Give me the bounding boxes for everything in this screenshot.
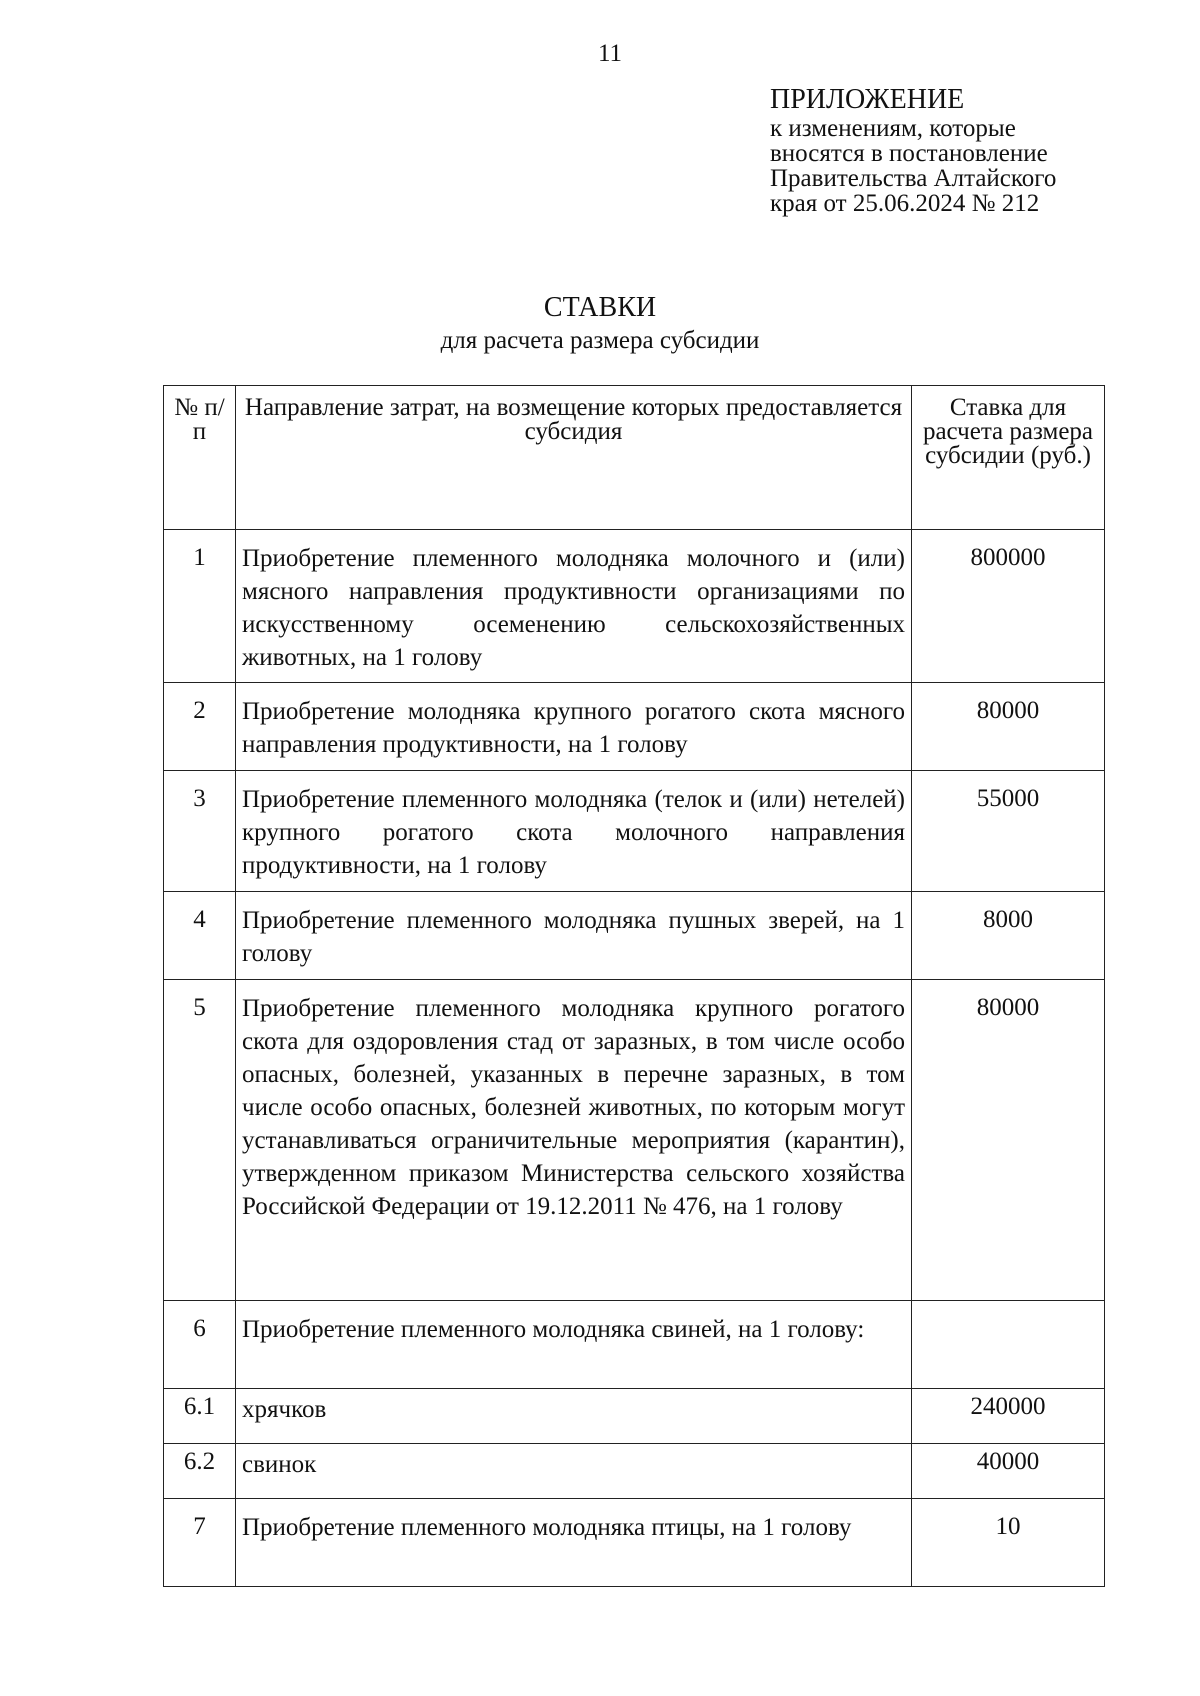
header-rate: Ставка для расчета размера субсидии (руб.) [912,386,1105,530]
row-num: 6 [164,1301,236,1389]
row-num: 6.1 [164,1389,236,1444]
row-rate: 40000 [912,1444,1105,1499]
row-num: 1 [164,530,236,683]
row-rate: 80000 [912,980,1105,1301]
row-num: 5 [164,980,236,1301]
row-rate: 55000 [912,771,1105,892]
row-num: 3 [164,771,236,892]
row-rate: 80000 [912,683,1105,771]
document-title: СТАВКИ [543,292,657,323]
table-row [164,771,1105,892]
table-row [164,892,1105,980]
appendix-line: Правительства Алтайского [770,165,1057,192]
row-rate: 800000 [912,530,1105,683]
table-row [164,1499,1105,1587]
table-row [164,530,1105,683]
row-text: Приобретение племенного молодняка свиней, на 1 голову: [236,1301,912,1389]
table-header-row [164,386,1105,530]
row-text: свинок [236,1444,912,1499]
table-row [164,683,1105,771]
row-num: 6.2 [164,1444,236,1499]
row-num: 7 [164,1499,236,1587]
table-row [164,1444,1105,1499]
row-text: Приобретение молодняка крупного рогатого скота мясного направления продуктивности, на 1 голову [236,683,912,771]
row-text: Приобретение племенного молодняка крупного рогатого скота для оздоровления стад от заразных, в том числе особо опасных, болезней, указанных в перечне заразных, в том числе особо опасных, болезней животных, по которым могут устанавливаться ограничительные мероприятия (карантин), утвержденном приказом Министерства сельского хозяйства Российской Федерации от 19.12.2011 № 476, на 1 голову [236,980,912,1301]
document-subtitle: для расчета размера субсидии [440,327,760,354]
row-rate [912,1301,1105,1389]
header-direction: Направление затрат, на возмещение которых предоставляется субсидия [236,386,912,530]
appendix-block [770,84,1170,216]
rates-table [163,385,1105,1587]
row-text: Приобретение племенного молодняка пушных зверей, на 1 голову [236,892,912,980]
row-rate: 240000 [912,1389,1105,1444]
table-row [164,1301,1105,1389]
header-num: № п/п [164,386,236,530]
table-row [164,980,1105,1301]
table-row [164,1389,1105,1444]
row-text: хрячков [236,1389,912,1444]
row-rate: 8000 [912,892,1105,980]
appendix-line: вносятся в постановление [770,140,1048,167]
row-text: Приобретение племенного молодняка (телок и (или) нетелей) крупного рогатого скота молочного направления продуктивности, на 1 голову [236,771,912,892]
row-num: 4 [164,892,236,980]
row-rate: 10 [912,1499,1105,1587]
page-number: 11 [597,40,623,67]
appendix-line: к изменениям, которые [770,115,1016,142]
appendix-heading: ПРИЛОЖЕНИЕ [770,84,965,115]
row-text: Приобретение племенного молодняка птицы, на 1 голову [236,1499,912,1587]
row-text: Приобретение племенного молодняка молочного и (или) мясного направления продуктивности организациями по искусственному осеменению сельскохозяйственных животных, на 1 голову [236,530,912,683]
appendix-line: края от 25.06.2024 № 212 [770,190,1040,217]
row-num: 2 [164,683,236,771]
